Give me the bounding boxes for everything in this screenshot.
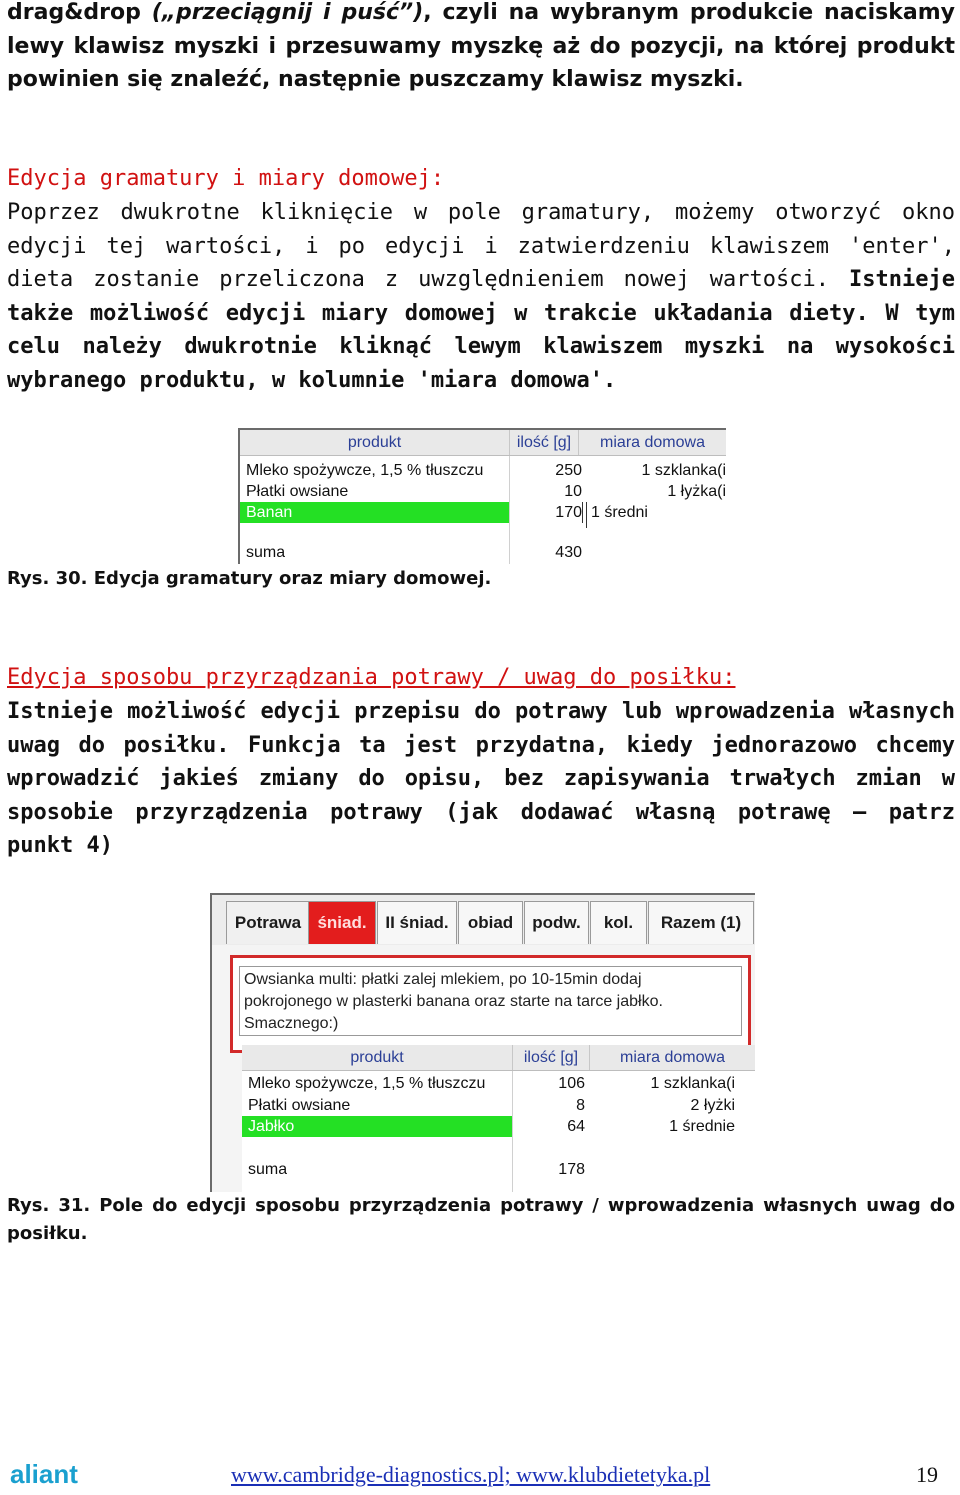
section1-body <box>7 196 955 397</box>
sum-label: suma <box>248 1161 288 1178</box>
cell-qty[interactable]: 170 <box>510 502 583 523</box>
table-row[interactable] <box>240 481 726 502</box>
intro-italic: („przeciągnij i puść”) <box>151 0 424 25</box>
cell-home-measure[interactable]: 1 szklanka(i <box>650 1075 735 1092</box>
figure31-screenshot <box>210 893 755 1192</box>
section1-heading: Edycja gramatury i miary domowej: <box>7 166 445 191</box>
intro-lead: drag&drop <box>7 0 141 25</box>
table-sum-row <box>240 542 726 563</box>
cell-home-measure[interactable]: 1 łyżka(i <box>667 483 726 500</box>
intro-paragraph <box>7 0 955 97</box>
tab-breakfast[interactable]: śniad. <box>308 901 376 944</box>
table-sum-row <box>242 1159 755 1180</box>
notes-line: Smacznego:) <box>244 1015 339 1032</box>
tab-afternoon-snack[interactable]: podw. <box>524 901 589 944</box>
tab-total[interactable]: Razem (1) <box>648 901 754 944</box>
section2-heading: Edycja sposobu przyrządzania potrawy / uwag do posiłku: <box>7 665 736 690</box>
figure31-header <box>242 1045 755 1071</box>
section1-body-bold: Istnieje także możliwość edycji miary domowej w trakcie układania diety. W tym celu należy dwukrotnie kliknąć lewym klawiszem myszki na wysokości wybranego produktu, w kolumnie 'miara domowa'. <box>7 267 955 393</box>
meal-tabs <box>212 895 755 945</box>
section1-body-regular: Poprzez dwukrotne kliknięcie w pole gramatury, możemy otworzyć okno edycji tej wartości, i po edycji i zatwierdzeniu klawiszem 'enter', dieta zostanie przeliczona z uwzględnieniem nowej wartości. <box>7 200 955 292</box>
cell-qty[interactable]: 64 <box>567 1118 585 1135</box>
column-header-qty[interactable]: ilość [g] <box>513 1045 590 1070</box>
column-header-home-measure[interactable]: miara domowa <box>620 1049 725 1066</box>
cell-qty[interactable]: 250 <box>555 462 582 479</box>
intro-rest: , czyli na wybranym produkcie naciskamy lewy klawisz myszki i przesuwamy myszkę aż do pozycji, na której produkt powinien się znaleźć, następnie puszczamy klawisz myszki. <box>7 0 955 92</box>
cell-product: Mleko spożywcze, 1,5 % tłuszczu <box>246 462 484 479</box>
cell-product: Mleko spożywcze, 1,5 % tłuszczu <box>248 1075 486 1092</box>
sum-value: 178 <box>558 1161 585 1178</box>
tab-potrawa[interactable]: Potrawa <box>226 901 310 944</box>
figure31-caption: Rys. 31. Pole do edycji sposobu przyrządzenia potrawy / wprowadzenia własnych uwag do posiłku. <box>7 1195 955 1244</box>
cell-qty[interactable]: 8 <box>576 1097 585 1114</box>
table-row-selected[interactable] <box>240 502 726 523</box>
column-header-home-measure[interactable]: miara domowa <box>600 434 705 451</box>
aliant-logo <box>8 1458 98 1490</box>
cell-qty[interactable]: 10 <box>564 483 582 500</box>
cell-product: Jabłko <box>248 1118 295 1135</box>
tab-second-breakfast[interactable]: II śniad. <box>377 901 457 944</box>
cell-home-measure[interactable]: 1 szklanka(i <box>641 462 726 479</box>
sum-value: 430 <box>555 544 582 561</box>
cell-home-measure[interactable]: 1 średnie <box>669 1118 735 1135</box>
cell-product: Banan <box>246 504 293 521</box>
notes-line: pokrojonego w plasterki banana oraz starte na tarce jabłko. <box>244 993 663 1010</box>
tab-dinner[interactable]: kol. <box>590 901 647 944</box>
column-header-qty[interactable]: ilość [g] <box>510 430 579 455</box>
cell-product: Płatki owsiane <box>246 483 349 500</box>
cell-product: Płatki owsiane <box>248 1097 351 1114</box>
page-number: 19 <box>916 1462 938 1487</box>
sum-label: suma <box>246 544 286 561</box>
home-measure-edit-input[interactable]: 1 średni <box>586 502 726 528</box>
figure30-header <box>240 430 726 456</box>
table-row[interactable] <box>242 1073 755 1094</box>
figure31-table <box>242 1045 755 1192</box>
logo-text: aliant <box>10 1459 78 1489</box>
tab-lunch[interactable]: obiad <box>458 901 523 944</box>
table-row[interactable] <box>240 460 726 481</box>
cell-qty[interactable]: 106 <box>558 1075 585 1092</box>
figure30-screenshot <box>238 428 726 564</box>
table-row[interactable] <box>242 1095 755 1116</box>
recipe-notes-frame <box>230 955 751 1053</box>
section2-body: Istnieje możliwość edycji przepisu do potrawy lub wprowadzenia własnych uwag do posiłku. Funkcja ta jest przydatna, kiedy jednorazowo chcemy wprowadzić jakieś zmiany do opisu, bez zapisywania trwałych zmian w sposobie przyrządzenia potrawy (jak dodawać własną potrawę – patrz punkt 4) <box>7 699 955 858</box>
notes-line: Owsianka multi: płatki zalej mlekiem, po 10-15min dodaj <box>244 971 642 988</box>
footer-links[interactable]: www.cambridge-diagnostics.pl; www.klubdietetyka.pl <box>231 1462 711 1487</box>
column-header-product[interactable]: produkt <box>240 430 510 455</box>
column-header-product[interactable]: produkt <box>242 1045 513 1070</box>
cell-home-measure[interactable]: 2 łyżki <box>690 1097 735 1114</box>
figure30-caption: Rys. 30. Edycja gramatury oraz miary domowej. <box>7 568 492 589</box>
recipe-notes-textarea[interactable] <box>239 966 742 1036</box>
table-row-selected[interactable] <box>242 1116 755 1137</box>
